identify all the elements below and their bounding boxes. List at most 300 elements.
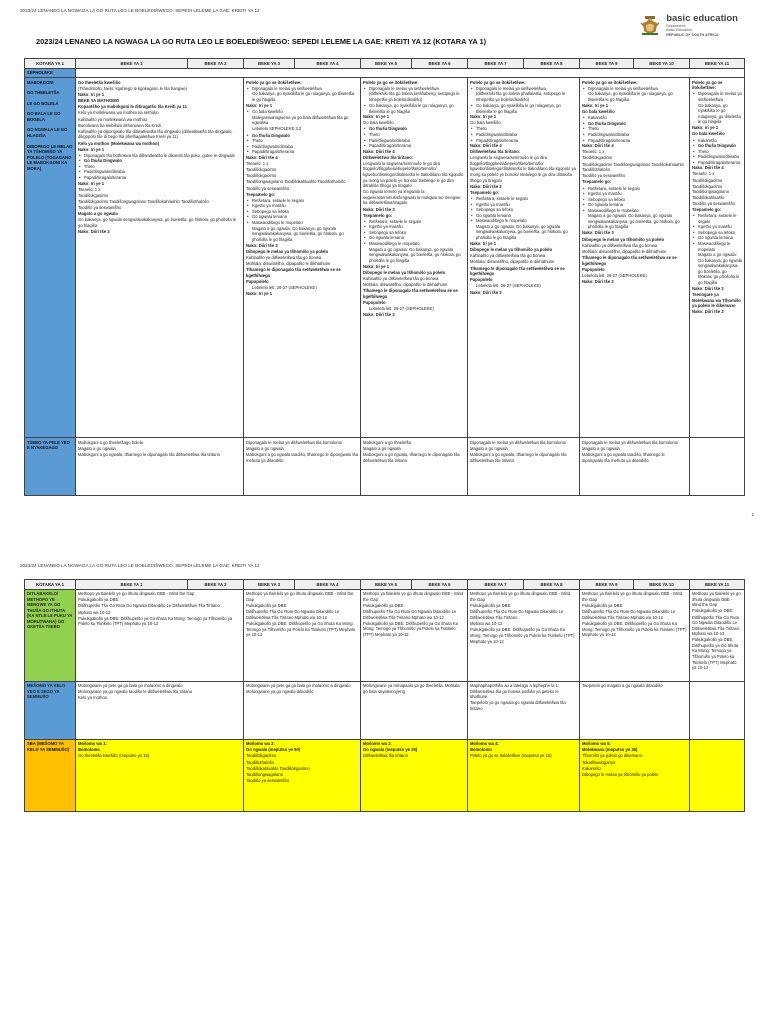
w2-text: Nako: Diiri tše 3 — [246, 242, 278, 248]
col-header-week-4: BEKE YA 4 — [295, 59, 361, 69]
w1-list-item: • Go thuša Dingwalo — [78, 158, 241, 164]
w6-list-d — [470, 196, 577, 224]
w10-list-item: • Padi/dingwalo/ditiraba — [692, 154, 742, 160]
w4-text: Tsepamelo go: — [363, 212, 393, 218]
sba-cell — [468, 739, 580, 811]
week-7-8-cell — [468, 78, 580, 438]
section-row — [25, 68, 745, 78]
w4-text: Lebelela letl. 26-27 (SEPHOLEKE) — [369, 306, 434, 312]
w10-text: Nako: Diiri tše 2 — [692, 285, 724, 291]
w8-list-item: • Kakaretšo — [582, 115, 687, 121]
w2-list-item: • Diponagalo le melao ya setšweletšwa — [246, 86, 358, 92]
w6-text: Polelo ya go se itokišetšwe: — [470, 79, 526, 85]
informal-assessment-label: MEŠOMO YA KELO YEO E SEGO YA SEMMUŠO — [25, 681, 76, 739]
sba-text: Taodišokahlaahlo Taodišokgaolmo — [246, 765, 310, 771]
label-language: DIBOPEGO LE MELAO YA TŠHOMIŠO YA POLELO (TOGAGANO LE MABOKGONI KA MOKA) — [27, 143, 73, 171]
w4-text: Dibopego le melao ya tšhomišo ya polelo — [363, 269, 446, 275]
page-number-1: 1 — [751, 512, 754, 517]
col-header-week-4: BEKE YA 4 — [295, 580, 361, 590]
ia-cell — [468, 681, 580, 739]
col-header-week-6: BEKE YA 6 — [412, 580, 468, 590]
pk-text: Mabokgoni a go ngwala taodišo, tlhamego le dipongwalo tša mehuta ya ditaodišo — [246, 452, 358, 463]
w6-list-item: • Maswaodišego le mopelato — [470, 218, 577, 224]
w2-list-item: • Go ngwala lemana — [246, 214, 358, 220]
col-header-week-11: BEKE YA 11 — [690, 59, 745, 69]
w2-text: Mohlala: diswantšho, dipapatšo le dikhathune — [246, 261, 331, 267]
w4-text: Magato a go ngwala: Go bakanya, go ngwala sengwalwakakanywa, go boeletša, go hlokola, go phošolla le go hlagiša — [369, 246, 461, 263]
w10-list-item: • Papadi/tiragalo/terama — [692, 160, 742, 166]
resources-row — [25, 589, 745, 681]
res-text: Pukukgakollo ya DBE: Ditšhupetšo ya Go Ithuta Ka Mong: Temogo ya Tšhomišo ya Polelo ka Tsinkelo (TPT) Mephato ya 10-12 — [363, 620, 458, 637]
plan-table-page-2 — [24, 579, 745, 812]
res-text: Ditšhupetšo Tša Go Ruta Go Ngwala Ditaodišo Le — [470, 609, 564, 614]
w8-list-item: • Kgetho ya mantšu — [582, 191, 687, 197]
pk-text: Magato a go ngwala — [363, 445, 401, 451]
w1b-text-5: Magato a go ngwala — [78, 211, 118, 217]
w2-text: Tsepamelo go: — [246, 191, 276, 197]
w8-text: Nako: Iri ye 1 — [582, 103, 609, 109]
w2-text: Kahlaahlo ya ditšweletšwa tša go bonwa — [246, 255, 322, 261]
w2-text: Nako: Iri ye 1 — [246, 103, 273, 109]
section-label: SEPHOLEKE — [25, 68, 76, 78]
w6-list-item: • Kgetho ya mantšu — [470, 202, 577, 208]
label-writing: GO NGWALA LE GO HLAGIŠA — [27, 127, 68, 138]
w8-text: Mohlala: diswantšho, dipapatšo le dikhathune — [582, 248, 667, 254]
res-text: Ditšhupetšo Tša Go Ruta Go Ngwala Ditaodišo Le Ditšweletšwa Tša Tiritano Mphato wa 10-12 — [692, 614, 740, 637]
ia-text: Molongwane ya mmapaalo ya go theeletša. Mohlala: go bala seyalemoyeng — [363, 683, 461, 694]
w4-list-a — [363, 86, 465, 92]
w6-text: Nako: Diiri tše 4 — [470, 143, 502, 149]
res-text: Pukukgakollo ya DBE: Ditšhupetšo ya Go Ithuta Ka Mong: Temogo ya Tšhomišo ya Polelo ka Tsinkelo (TPT) Mephato ya 10-12 — [692, 637, 739, 671]
res-text: Pukukgakollo ya DBE: Ditšhupetšo ya Go Ithuta Ka Mong: Temogo ya Tšhomišo ya Polelo ka Tsinkelo (TPT) Mephato ya 10-12 — [246, 621, 356, 638]
res-text: Ditšhupetšo Tša Go Ruta Go Ngwala Ditaodišo Le Ditšweletšwa Tša Tiritano — [78, 603, 220, 609]
w4-list-item: • Go ngwala lemana — [363, 235, 465, 241]
w6-text: Nako: Iri ye 1 — [470, 114, 497, 120]
sba-text: Go ngwala (meputso ye 25) — [363, 747, 418, 753]
resources-cell — [690, 589, 745, 681]
pk-cell-4 — [468, 438, 580, 496]
w6-text: Dibopego le melao ya tšhomišo ya polelo — [470, 247, 553, 253]
w2-list-item: • Kgetho ya mantšu — [246, 203, 358, 209]
w2-list-item: • Go bala kwešišo — [246, 109, 358, 115]
w8-text: Tlhamego le diponagalo tša setšweletšwa se se kgethilwego — [582, 255, 677, 266]
ia-cell — [244, 681, 361, 739]
col-header-week-10: BEKE YA 10 — [634, 59, 690, 69]
w2-text: Taodišongwagolano Taodišokahlaahlo Taodišothalošo — [246, 179, 346, 185]
label-skills: MABOKGONI — [27, 79, 54, 85]
w4-list-item: • Go thuša Dingwalo — [363, 126, 465, 132]
w4-list-item: • Diponagalo le melao ya setšweletšwa — [363, 86, 465, 92]
col-header-week-2: BEKE YA 2 — [188, 580, 244, 590]
pk-cell-1 — [76, 438, 244, 496]
w1-list-item: • Theto — [78, 164, 241, 170]
pk-cell-6 — [690, 438, 745, 496]
col-header-week-8: BEKE YA 8 — [524, 580, 580, 590]
w8-list-item: • Retšetara, setaele le segalo — [582, 186, 687, 192]
w10-list-item: • Diponagalo le melao ya setšweletšwa — [692, 91, 742, 102]
w6-text: Tlhamego le diponagalo tša setšweletšwa se se kgethilwego — [470, 265, 565, 277]
w1b-text-6: Go bakanya, go ngwala sengwalwakakanywa, go boeletša, go hlokola, go phošolla le go hlagiša — [78, 217, 237, 228]
res-text: Methopo ya tlalelelo ye go ithuta dingwalo DBE - Mind the Gap — [363, 591, 464, 602]
pk-text: Magato a go ngwala — [582, 445, 620, 451]
resources-cell — [361, 589, 468, 681]
resources-cell — [244, 589, 361, 681]
w2-list-item: • Retšetara, setaele le segalo — [246, 198, 358, 204]
w2-list-item: • Maswaodišego le mopelato — [246, 220, 358, 226]
plan-table-page-1 — [24, 58, 745, 496]
w8-text: Taodišokgaolmo Taodišongwagolano Taodišokahlaahlo Taodišothalošo — [582, 161, 684, 173]
w4-list-item: • Sebopego sa lefoko — [363, 230, 465, 236]
w6-text: Lebelela letl. 26-27 (SEPHOLEKE) — [476, 283, 541, 289]
week-9-10-cell — [580, 78, 690, 438]
res-text: Pukukgakollo ya DBE: — [470, 602, 512, 608]
w10-list-item: • Go ngwala lemana — [692, 235, 742, 241]
res-text: Pukukgakollo ya DBE: — [246, 602, 288, 608]
ia-text: Molongwane ya pele ga go bala go molaomo a dingwalo — [246, 683, 351, 689]
week-3-4-cell — [244, 78, 361, 438]
sba-text: Kakaretšo — [582, 765, 601, 771]
pk-cell-3 — [361, 438, 468, 496]
w2-text: Magato a go ngwala: Go bakanya, go ngwala sengwalwakakanywa, go boeletša, go hlokola, go phošolla le go hlagiša — [252, 225, 344, 242]
w2-text: Tseaelo: 1 x — [246, 160, 269, 166]
col-header-week-7: BEKE YA 7 — [468, 59, 524, 69]
res-text: Pukukgakollo ya DBE: — [363, 602, 405, 608]
w6-text: Nako: Iri ye 1 — [470, 240, 497, 246]
w4-text: Ditšweletšwa tša tiritano: — [363, 154, 414, 160]
w8-text: Go bala kwešišo — [582, 109, 615, 115]
w10-list-b — [692, 138, 742, 166]
w2-text: Nako: Iri ye 1 — [246, 291, 273, 297]
w10-text: Magato a go ngwala: Go bakanya, go ngwala sengwalwakakanywa, go boeletša, go hlokola, go phošolla le go hlagiša — [698, 252, 742, 285]
sba-label: SBA (MEŠOMO YA KELO YA SEMMUŠO) — [25, 739, 76, 811]
pk-text: Diponagalo le melao ya ditšweletšwa tša bomolomo — [582, 439, 679, 445]
res-text: Pukukgakollo ya DBE: — [582, 602, 624, 608]
w10-text: Taodišokgaolmo Taodišongwagolano Taodišokahlaahlo — [692, 183, 730, 200]
sba-cell — [580, 739, 690, 811]
sba-text: Taodišongwagolano — [246, 771, 284, 777]
skills-row — [25, 78, 745, 438]
w4-text: Nako: Iri ye 1 — [363, 114, 390, 120]
sba-text: Mošomo wa 2: — [246, 741, 275, 747]
w6-list-item: • Go bakanya, go nyakišiša le go rulaganya, go tliseletša le go hlagiša — [470, 103, 577, 114]
resources-label: DITLABAKELO/ METHOPO YE MENGWE YA GO THUŠA GO ITHUTA (KA NTLE LE PUKU YA MORUTWANA) GO OKETŠA TSEBO — [25, 589, 76, 681]
w10-text: Taodišo ya seswantšho — [692, 200, 736, 206]
w1-text-3: BEKE YA MATHOMO — [78, 98, 119, 104]
running-header-2: 2023/24 LENANEO LA NGWAGA LA GO RUTA LEO LE BOELEDIŠWEGO: SEPEDI LELEME LA GAE: KREITI YA 12 — [20, 563, 260, 568]
res-text: Pukukgakollo ya DBE: — [78, 597, 120, 603]
logo-line-3: REPUBLIC OF SOUTH AFRICA — [666, 32, 719, 37]
w4-text: (dithekniki tša go bolela setšhabeng, setopego le tshepetšo ya bolelo/ditodišo) — [369, 91, 460, 102]
w4-list-item: • Go bakanya, go nyakišiša le go rulaganya, go tliseletša le go hlagiša — [363, 103, 465, 114]
w8-text: Nako: Diiri tše 2 — [582, 279, 614, 284]
w1-list-item: • Diponagalo tša bothokwa tša ditlwatlwatšo le dikarolo tša puku, gotee le dingwalo — [78, 153, 241, 159]
w8-text: Tsepamelo go: — [582, 179, 612, 185]
w2-list-item: • Sebopego sa lefoko — [246, 209, 358, 215]
w10-text: Nako: Diiri tše 2 — [692, 309, 724, 315]
ia-text: Molongwane ya pele ga go bala go molaomo a dingwalo — [78, 683, 183, 689]
pk-cell-5 — [580, 438, 690, 496]
w1-text-2: Nako: Iri ye 1 — [78, 92, 105, 97]
w6-text: Papopolelo — [470, 277, 493, 283]
w8-text: Taodišo ya seswantšho — [582, 173, 626, 179]
res-text: Mphato wa 10-12 — [78, 609, 111, 615]
w10-list-item: • Kakaretšo — [692, 138, 742, 144]
pk-text: Mabokgoni a go ngwala taodišo, tlhamego le dipongwalo tša mehuta ya ditaodišo — [582, 452, 665, 463]
w10-text: Tsepamelo go: — [692, 207, 722, 213]
sba-cell — [690, 739, 745, 811]
sba-text: Go theeletša kwešišo (meputso ye 15) — [78, 753, 150, 759]
w8-text: Papopolelo — [582, 266, 605, 272]
w10-list-item: • Go thuša Dingwalo — [692, 143, 742, 149]
logo-line-2: Basic Education — [666, 28, 692, 33]
w1-list — [78, 153, 241, 181]
table-page-1-wrapper — [24, 58, 744, 496]
sba-text: Bomolomo — [78, 747, 100, 753]
w6-list-item: • Theto — [470, 126, 577, 132]
w10-list-item: • Retšetara, setaele le segalo — [692, 213, 742, 224]
sba-cell — [244, 739, 361, 811]
table-page-2-wrapper — [24, 579, 744, 812]
pk-text: Mabokgoni a go ngwala, tlhamego le diponagalo tša ditšweletšwa tša tiritano — [78, 452, 220, 457]
col-header-week-3: BEKE YA 3 — [244, 59, 295, 69]
res-text: Pukukgakollo ya DBE: Ditšhupetšo ya Go Ithuta Ka Mong: Temogo ya Tšhomišo ya Polelo ka Tsinkelo (TPT) Mephato ya 10-12 — [470, 627, 575, 644]
w4-text: Nako: Iri ye 1 — [363, 263, 390, 269]
col-header-week-2: BEKE YA 2 — [188, 59, 244, 69]
document-title: 2023/24 LENANEO LA NGWAGA LA GO RUTA LEO LE BOELEDIŠWEGO: SEPEDI LELEME LA GAE: KREITI YA 12 (KOTARA YA 1) — [36, 37, 487, 46]
coat-of-arms-icon — [638, 14, 662, 38]
col-header-week-5: BEKE YA 5 — [361, 580, 412, 590]
sba-text: Polelo ya go se itokišetšwe (meputso ye 15) — [470, 753, 552, 759]
skills-label-cell — [25, 78, 76, 438]
sba-text: Taodišokgaolmo — [246, 753, 277, 759]
w6-text: Ditšweletšwa tša tiritano: — [470, 149, 521, 155]
w1-text-10: Nako: Iri ye 1 — [78, 146, 105, 152]
w4-list-item: • Theto — [363, 132, 465, 138]
informal-assessment-row — [25, 681, 745, 739]
w10-text: Nako: Diiri tše 4 — [692, 165, 724, 171]
col-header-week-11: BEKE YA 11 — [690, 580, 745, 590]
label-speaking: LE GO BOLELA — [27, 100, 59, 106]
w8-list-item: • Diponagalo le melao ya setšweletšwa — [582, 86, 687, 92]
sba-text: Molekwana (meputso ye 35) — [582, 747, 638, 753]
w2-text: Polelo ya go se itokišetšwe: — [246, 79, 302, 85]
w1-list-item: • Papadi/tiragalo/terama — [78, 175, 241, 181]
w1-text-5: Kelo ya mošekwana wa motheo ka sethoko — [78, 110, 159, 116]
res-text: Methopo ya tlalelelo ye go ithuta dingwalo DBE - Mind the Gap — [470, 591, 571, 602]
label-listening: GO THEELETŠA — [27, 90, 60, 96]
sba-cell — [76, 739, 244, 811]
w8-text: Go bakanya, go nyakišiša le go rulaganya, go tliseletša le go hlagiša — [588, 91, 673, 102]
w2-text: Maleganwanogwena ya go bala ditšweletšwa tša go ngwalwa — [252, 114, 349, 126]
res-text: Methopo ya tlalelelo ye go ithuta dingwalo DBE - Mind the Gap — [692, 591, 741, 608]
w2-list-c — [246, 133, 358, 155]
w8-text: Nako: Diiri tše 3 — [582, 230, 614, 236]
w8-list-item: • Go ngwala lemana — [582, 202, 687, 208]
pk-text: Mabokgoni a go theeletša — [363, 439, 411, 445]
col-header-week-10: BEKE YA 10 — [634, 580, 690, 590]
w10-list-c — [692, 213, 742, 252]
w10-text: Taodišokgaolmo — [692, 177, 723, 183]
sba-text: Taodišothalošo — [246, 759, 274, 765]
w10-list-item: • Sebopego sa lefoko — [692, 230, 742, 236]
w2-text: Taodišokgaolmo — [246, 167, 277, 173]
sba-text: Tlhomišo ya polelo go dikemano: — [582, 753, 644, 759]
pk-text: Diponagalo le melao ya ditšweletšwa tša bomolomo — [470, 439, 567, 445]
sba-text: Go ngwala (meputso ye 50) — [246, 747, 301, 753]
col-header-week-7: BEKE YA 7 — [468, 580, 524, 590]
w2-text: Lebelela letl. 26-27 (SEPHOLEKE) — [252, 285, 317, 291]
w6-text: Go bala kwešišo — [470, 120, 501, 126]
w1-text-7: Banolwana ba tsebišwa dithorwana tša Kreiti — [78, 122, 162, 128]
ia-text: Molongwane ya go ngwala taodišo le ditšweletšwa tša tiritano — [78, 689, 193, 695]
w6-list-item: • Retšetara, setaele le segalo — [470, 196, 577, 202]
w4-list-item: • Retšetara, setaele le segalo — [363, 219, 465, 225]
res-text: Ditšhupetšo Tša Go Ruta Go Ngwala Ditaodišo Le — [246, 609, 340, 614]
w1-text-1: (Tshedimošo, taelo, kgahlego le kgokagano le tša bangwe) — [78, 85, 187, 91]
w6-list-item: • Papadi/tiragalo/terama — [470, 138, 577, 144]
ia-cell — [690, 681, 745, 739]
w1b-text-7: Nako: Diiri tše 2 — [78, 229, 110, 235]
w6-text: Nako: Diiri tše 2 — [470, 289, 502, 295]
w10-text: Tsenogare ya Molekwana wa Tlhomišo ya polelo le dikemano — [692, 292, 741, 309]
w2-text: Papopolelo — [246, 279, 269, 284]
w4-list-c — [363, 126, 465, 148]
prior-knowledge-row — [25, 438, 745, 496]
w8-list-c — [582, 186, 687, 214]
w4-text: Polelo ya go se itokišetšwe: — [363, 79, 419, 85]
sba-row — [25, 739, 745, 811]
col-header-week-3: BEKE YA 3 — [244, 580, 295, 590]
w1-text-8: Kahlaahlo ya dipongwalo tša ditlwatlwatšo tša dingwalo (ditlwatlwatšo tša dingwalo, dikgopolo tše di bego tša phethagaletšwa Kreiti ya 11) — [78, 128, 233, 140]
week-5-6-cell — [361, 78, 468, 438]
w1b-text-2: Taodišokgaolmo — [78, 192, 109, 198]
w1-text-0: Go theeletša kwešišo — [78, 79, 121, 85]
w2-text: Taodišokgaolmo — [246, 173, 277, 179]
ia-cell — [76, 681, 244, 739]
pk-text: Mabokgoni a go ngwala, tlhamego le diponagalo tša ditšweletšwa tša tiritano — [470, 452, 567, 463]
w4-text: Go ngwala temelo ya lengwalo la segwera/semmušo/lengwalo la mokgwa wo mengwe ka ditšweletšwa/tiragalo — [363, 189, 461, 206]
logo-line-1: Department: — [666, 23, 686, 28]
w6-text: (dithekniki tša go bolela phatlalatša, setopego le tshepetšo ya bolelo/ditodišo) — [476, 91, 566, 102]
w8-text: Kahlaahlo ya ditšweletšwa tša go bonwa — [582, 242, 658, 248]
w2-text: Go bakanya, go nyakišiša le go rulaganya, go tliseletša le go hlagiša — [252, 91, 355, 102]
w4-text: Go bala kwešišo — [363, 120, 394, 126]
label-reading: GO BALA LE GO BOGELA — [27, 111, 61, 122]
w1b-text-3: Taodišokgaolmo Taodišongwagolano Taodišokahlaahlo Taodišothalošo — [78, 198, 209, 204]
res-text: Ditšweletšwa Tša Tiritano — [470, 615, 518, 621]
sba-cell — [361, 739, 468, 811]
pk-text: Diponagalo le melao ya ditšweletšwa tša bomolomo — [246, 439, 343, 445]
w10-list-item: • Maswaodišego le mopelato — [692, 241, 742, 252]
ia-cell — [580, 681, 690, 739]
header-row-2 — [25, 580, 745, 590]
res-text: Methopo ya tlalelelo ye go ithuta dingwalo DBE - Mind the Gap — [582, 591, 683, 602]
w6-text: Kahlaahlo ya ditšweletšwa tša go bonwa — [470, 253, 546, 259]
resources-cell — [76, 589, 244, 681]
res-text: Ditšweletšwa Tša Tiritano Mphato wa 10-12 — [246, 615, 327, 621]
ia-text: Kelo ya mothoo — [78, 695, 108, 701]
section-blank — [76, 68, 745, 78]
w8-text: Taodišokgaolmo — [582, 155, 613, 161]
res-text: Pukukgakollo ya DBE: Ditšhupetšo ya Go Ithuta Ka Mong: Temogo ya Tšhomišo ya Polelo ka Tsinkelo (TPT) Mephato ya 10-12 — [78, 615, 233, 627]
res-text: Pukukgakollo ya DBE: Ditšhupetšo ya Go Ithuta Ka Mong: Temogo ya Tšhomišo ya Polelo ka Tsinkelo (TPT) Mephato ya 10-12 — [582, 621, 687, 638]
sba-text: Taodišo ya seswantšho — [246, 778, 290, 784]
w6-list-item: • Padi/dingwalo/ditiraba — [470, 132, 577, 138]
w4-list-item: • Papadi/tiragalo/terama — [363, 143, 465, 149]
w6-text: Magato a go ngwala: Go bakanya, go ngwala sengwalwakakanywa, go boeletša, go hlokola, go phošolla le go hlagiša — [476, 223, 568, 240]
w4-text: Nako: Diiri tše 3 — [363, 206, 395, 212]
w6-list-item: • Go ngwala lemana — [470, 213, 577, 219]
w8-list-item: • Papadi/tiragalo/terama — [582, 138, 687, 144]
resources-cell — [580, 589, 690, 681]
sba-text: Dibopego le melao ya tšhomišo ya polelo — [582, 771, 659, 777]
header-row — [25, 59, 745, 69]
w6-text: Nako: Diiri tše 2 — [470, 183, 502, 189]
col-header-week-6: BEKE YA 6 — [412, 59, 468, 69]
w8-list-a — [582, 86, 687, 92]
w10-list-item: • Theto — [692, 149, 742, 155]
col-header-term: KOTARA YA 1 — [25, 580, 76, 590]
w2-list-item: • Papadi/tiragalo/terama — [246, 149, 358, 155]
w4-list-item: • Padi/dingwalo/ditiraba — [363, 138, 465, 144]
pk-text: Magato a go ngwala — [78, 445, 116, 451]
w8-text: Polelo ya go se itokišetšwe: — [582, 79, 638, 85]
w10-text: Go bala kwešišo — [692, 131, 725, 137]
pk-text: Magato a go ngwala — [246, 445, 284, 451]
w10-text: Tseaelo: 1 x — [692, 171, 715, 177]
w1b-text-1: Tseaelo: 1 x — [78, 186, 101, 192]
w4-text: Nako: Diiri tše 4 — [363, 148, 395, 154]
col-header-week-1: BEKE YA 1 — [76, 580, 188, 590]
ia-text: Taepelelo ya go ngwala go ngwala ditšweletšwa tša tiritano — [470, 700, 566, 711]
w6-list-b — [470, 103, 577, 114]
w8-list-item: • Maswaodišego le mopelato — [582, 208, 687, 214]
pk-text: Magato a go ngwala — [470, 445, 508, 451]
w6-list-item: • Sebopego sa lefoko — [470, 207, 577, 213]
w4-list-b — [363, 103, 465, 114]
ia-text: Maphaphapotšišo ao a latelago a lephephe la 1: Ditšweletšwa tša go bonwa potšišo ya peteko le khathune. — [470, 683, 560, 700]
w2-list-item: • Padi/dingwalo/ditiraba — [246, 144, 358, 150]
w8-list-item: • Padi/dingwalo/ditiraba — [582, 132, 687, 138]
w8-text: Nako: Diiri tše 4 — [582, 143, 614, 149]
w1b-text-0: Nako: Iri ye 1 — [78, 180, 105, 186]
w4-text: Tlhamego le diponagalo tša setšweletšwa se se kgethilwego — [363, 288, 458, 299]
w1-list-item: • Padi/dingwalo/ditiraba — [78, 169, 241, 175]
w6-list-a — [470, 86, 577, 92]
w1-text-4: Kopantšho ya mabokgoni le ditiragatšo tša Kreiti ya 11 — [78, 104, 187, 110]
w2-text: Dibopego le melao ya tšhomišo ya polelo — [246, 248, 329, 254]
ia-text: Molongwane ya go ngwala ditaodišo — [246, 689, 314, 695]
w2-list-a — [246, 86, 358, 92]
w2-text: Nako: Diiri tše 4 — [246, 154, 278, 160]
w8-text: Lebelela letl. 26-27 (SEPHOLEKE) — [582, 272, 647, 278]
w10-text: Go bakanya, go nyakišiša le go rulaganya, go tliseletša le go hlagiša — [698, 102, 741, 125]
w8-list-item: • Sebopego sa lefoko — [582, 197, 687, 203]
w2-text: Tlhamego le diponagalo tša setšweletšwa se se kgethilwego — [246, 267, 341, 278]
w4-list-d — [363, 219, 465, 247]
sba-text: Tekatlhwaloganyo — [582, 759, 616, 765]
w4-list-item: • Kgetho ya mantšu — [363, 224, 465, 230]
res-text: Methopo ya tlalelelo ye go ithuta dingwalo DBE - Mind the Gap — [78, 591, 195, 597]
w2-list-d — [246, 198, 358, 226]
week-1-2-cell — [76, 78, 244, 438]
w6-text: Mohlala: diswantšho, dipapatšo le dikhathune — [470, 259, 555, 265]
sba-text: Ditšweletšwa tša tiritano — [363, 753, 408, 759]
w6-list-c — [470, 126, 577, 143]
w2-text: Taodišo ya seswantšho — [246, 185, 290, 191]
w1b-text-4: Taodišo ya seswantšho — [78, 205, 122, 211]
col-header-week-9: BEKE YA 9 — [580, 580, 634, 590]
